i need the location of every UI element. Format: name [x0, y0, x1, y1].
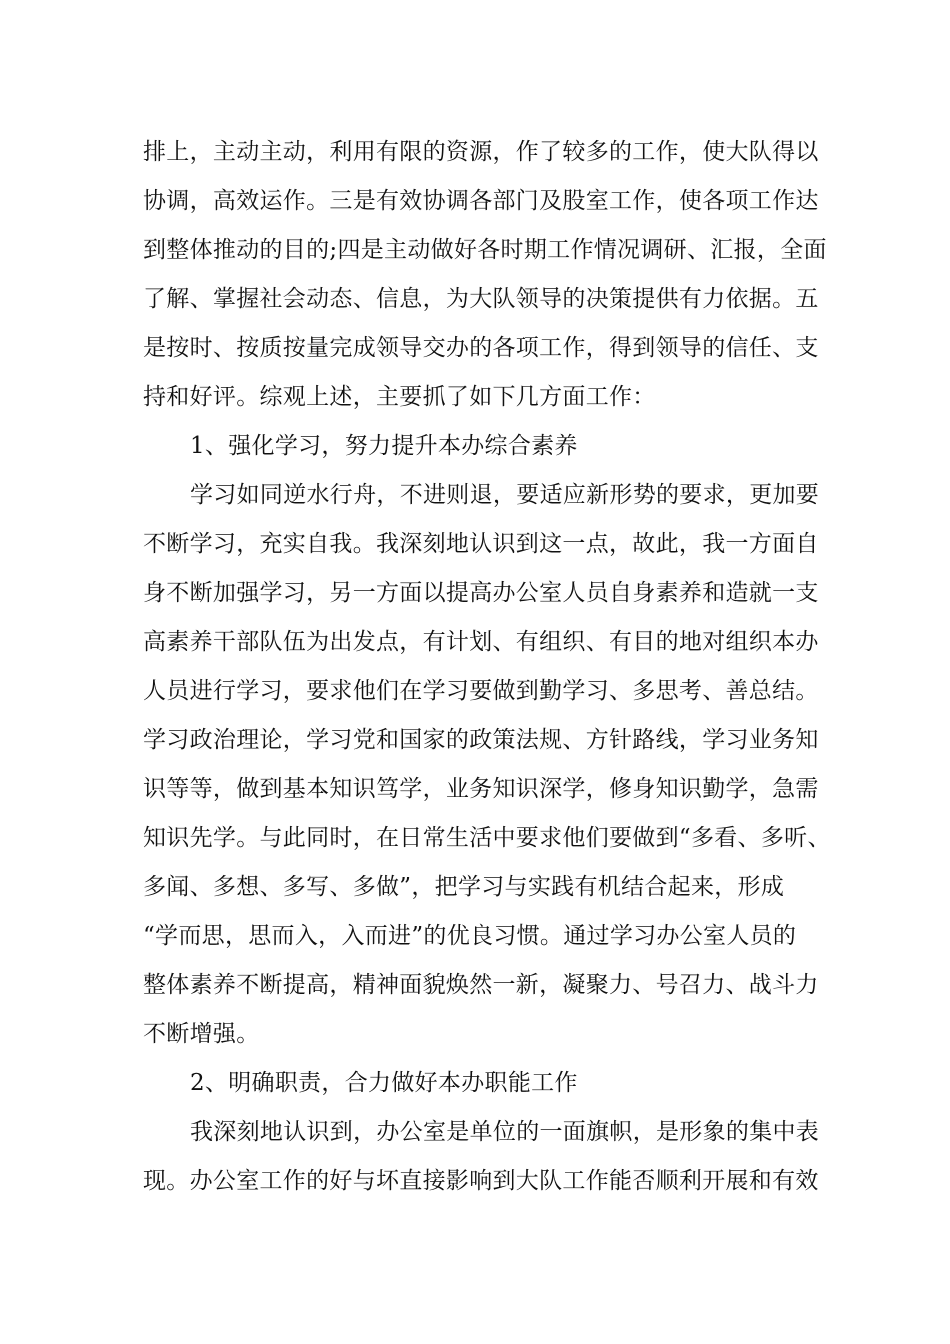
paragraph-line: 人员进行学习，要求他们在学习要做到勤学习、多思考、善总结。 [143, 678, 819, 704]
section-heading: 1、强化学习，努力提升本办综合素养 [190, 433, 578, 459]
paragraph-line: “学而思，思而入，入而进”的优良习惯。通过学习办公室人员的 [143, 923, 797, 949]
paragraph-line: 多闻、多想、多写、多做”，把学习与实践有机结合起来，形成 [143, 874, 785, 900]
paragraph-line: 身不断加强学习，另一方面以提高办公室人员自身素养和造就一支 [143, 580, 819, 606]
section-heading: 2、明确职责，合力做好本办职能工作 [190, 1070, 578, 1096]
paragraph-line: 协调，高效运作。三是有效协调各部门及股室工作，使各项工作达 [143, 188, 819, 214]
paragraph-line: 现。办公室工作的好与坏直接影响到大队工作能否顺利开展和有效 [143, 1168, 819, 1194]
paragraph-line: 学习如同逆水行舟，不进则退，要适应新形势的要求，更加要 [190, 482, 820, 508]
paragraph-line: 到整体推动的目的;四是主动做好各时期工作情况调研、汇报，全面 [143, 237, 827, 263]
paragraph-line: 持和好评。综观上述，主要抓了如下几方面工作： [143, 384, 656, 410]
paragraph-line: 整体素养不断提高，精神面貌焕然一新，凝聚力、号召力、战斗力 [143, 972, 819, 998]
paragraph-line: 不断增强。 [143, 1021, 260, 1047]
paragraph-line: 识等等，做到基本知识笃学，业务知识深学，修身知识勤学，急需 [143, 776, 819, 802]
paragraph-line: 知识先学。与此同时，在日常生活中要求他们要做到“多看、多听、 [143, 825, 831, 851]
paragraph-line: 是按时、按质按量完成领导交办的各项工作，得到领导的信任、支 [143, 335, 819, 361]
paragraph-line: 高素养干部队伍为出发点，有计划、有组织、有目的地对组织本办 [143, 629, 819, 655]
paragraph-line: 我深刻地认识到，办公室是单位的一面旗帜，是形象的集中表 [190, 1119, 820, 1145]
paragraph-line: 了解、掌握社会动态、信息，为大队领导的决策提供有力依据。五 [143, 286, 819, 312]
paragraph-line: 不断学习，充实自我。我深刻地认识到这一点，故此，我一方面自 [143, 531, 819, 557]
paragraph-line: 排上，主动主动，利用有限的资源，作了较多的工作，使大队得以 [143, 139, 819, 165]
paragraph-line: 学习政治理论，学习党和国家的政策法规、方针路线，学习业务知 [143, 727, 819, 753]
